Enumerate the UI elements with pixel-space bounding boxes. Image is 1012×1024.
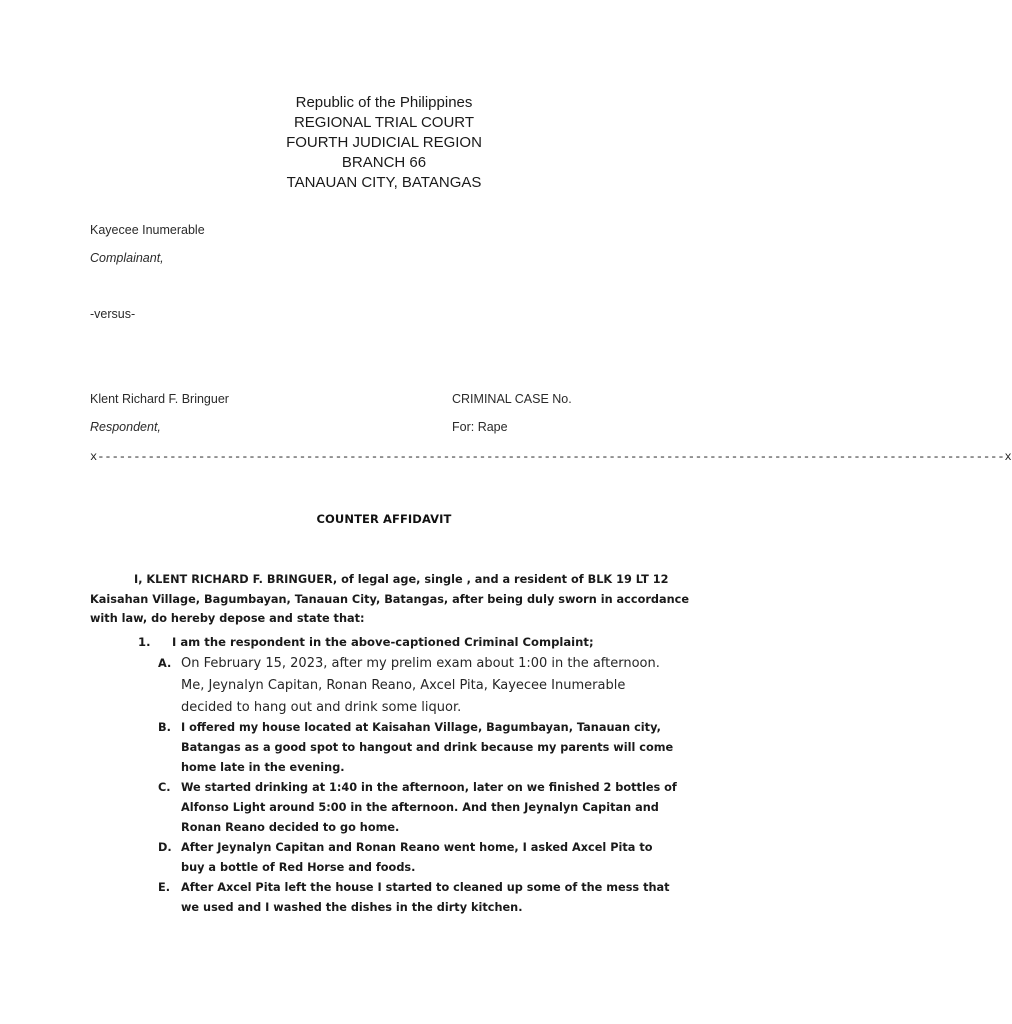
case-number: CRIMINAL CASE No. xyxy=(452,392,572,406)
intro-text: I, KLENT RICHARD F. BRINGUER, of legal age, single , and a resident of BLK 19 LT 12 Kaisahan Village, Bagumbayan, Tanauan City, Batangas, after being duly sworn in accordance with law, do hereby depose and state that: xyxy=(90,573,690,625)
subitem-b xyxy=(158,718,678,778)
header-line-republic: Republic of the Philippines xyxy=(295,94,473,111)
complainant-label: Complainant, xyxy=(90,251,164,265)
subitem-c xyxy=(158,778,678,838)
complainant-name: Kayecee Inumerable xyxy=(90,223,205,237)
numbered-item-1 xyxy=(138,635,594,649)
subitem-letter: D. xyxy=(158,841,172,854)
header-line-court: REGIONAL TRIAL COURT xyxy=(293,114,475,131)
case-offense: For: Rape xyxy=(452,420,508,434)
item-number: 1. xyxy=(138,635,151,649)
caption-divider: x------------------------------------------------------------------------------------------------------------------------------x xyxy=(90,450,1012,464)
header-line-city: TANAUAN CITY, BATANGAS xyxy=(286,174,482,191)
respondent-name: Klent Richard F. Bringuer xyxy=(90,392,229,406)
subitem-letter: C. xyxy=(158,781,171,794)
header-line-region: FOURTH JUDICIAL REGION xyxy=(286,134,482,151)
subitem-text: On February 15, 2023, after my prelim exam about 1:00 in the afternoon. Me, Jeynalyn Capitan, Ronan Reano, Axcel Pita, Kayecee Inumerable decided to hang out and drink some liquor. xyxy=(181,656,660,715)
subitem-text: I offered my house located at Kaisahan Village, Bagumbayan, Tanauan city, Batangas as a good spot to hangout and drink because my parents will come home late in the evening. xyxy=(181,721,674,774)
subitem-text: We started drinking at 1:40 in the afternoon, later on we finished 2 bottles of Alfonso Light around 5:00 in the afternoon. And then Jeynalyn Capitan and Ronan Reano decided to go home. xyxy=(181,781,677,834)
header-line-branch: BRANCH 66 xyxy=(341,154,427,171)
versus-text: -versus- xyxy=(90,307,136,321)
subitem-letter: E. xyxy=(158,881,171,894)
subitem-text: After Axcel Pita left the house I started to cleaned up some of the mess that we used and I washed the dishes in the dirty kitchen. xyxy=(181,881,670,914)
respondent-label: Respondent, xyxy=(90,420,161,434)
court-header xyxy=(0,93,768,193)
subitem-letter: A. xyxy=(158,657,172,670)
subitem-a xyxy=(158,653,678,719)
subitem-letter: B. xyxy=(158,721,171,734)
intro-paragraph xyxy=(90,570,690,629)
subitem-d xyxy=(158,838,678,878)
subitem-e xyxy=(158,878,678,918)
subitem-text: After Jeynalyn Capitan and Ronan Reano went home, I asked Axcel Pita to buy a bottle of Red Horse and foods. xyxy=(181,841,653,874)
item-text: I am the respondent in the above-captioned Criminal Complaint; xyxy=(172,635,594,649)
document-title: COUNTER AFFIDAVIT xyxy=(316,512,452,526)
